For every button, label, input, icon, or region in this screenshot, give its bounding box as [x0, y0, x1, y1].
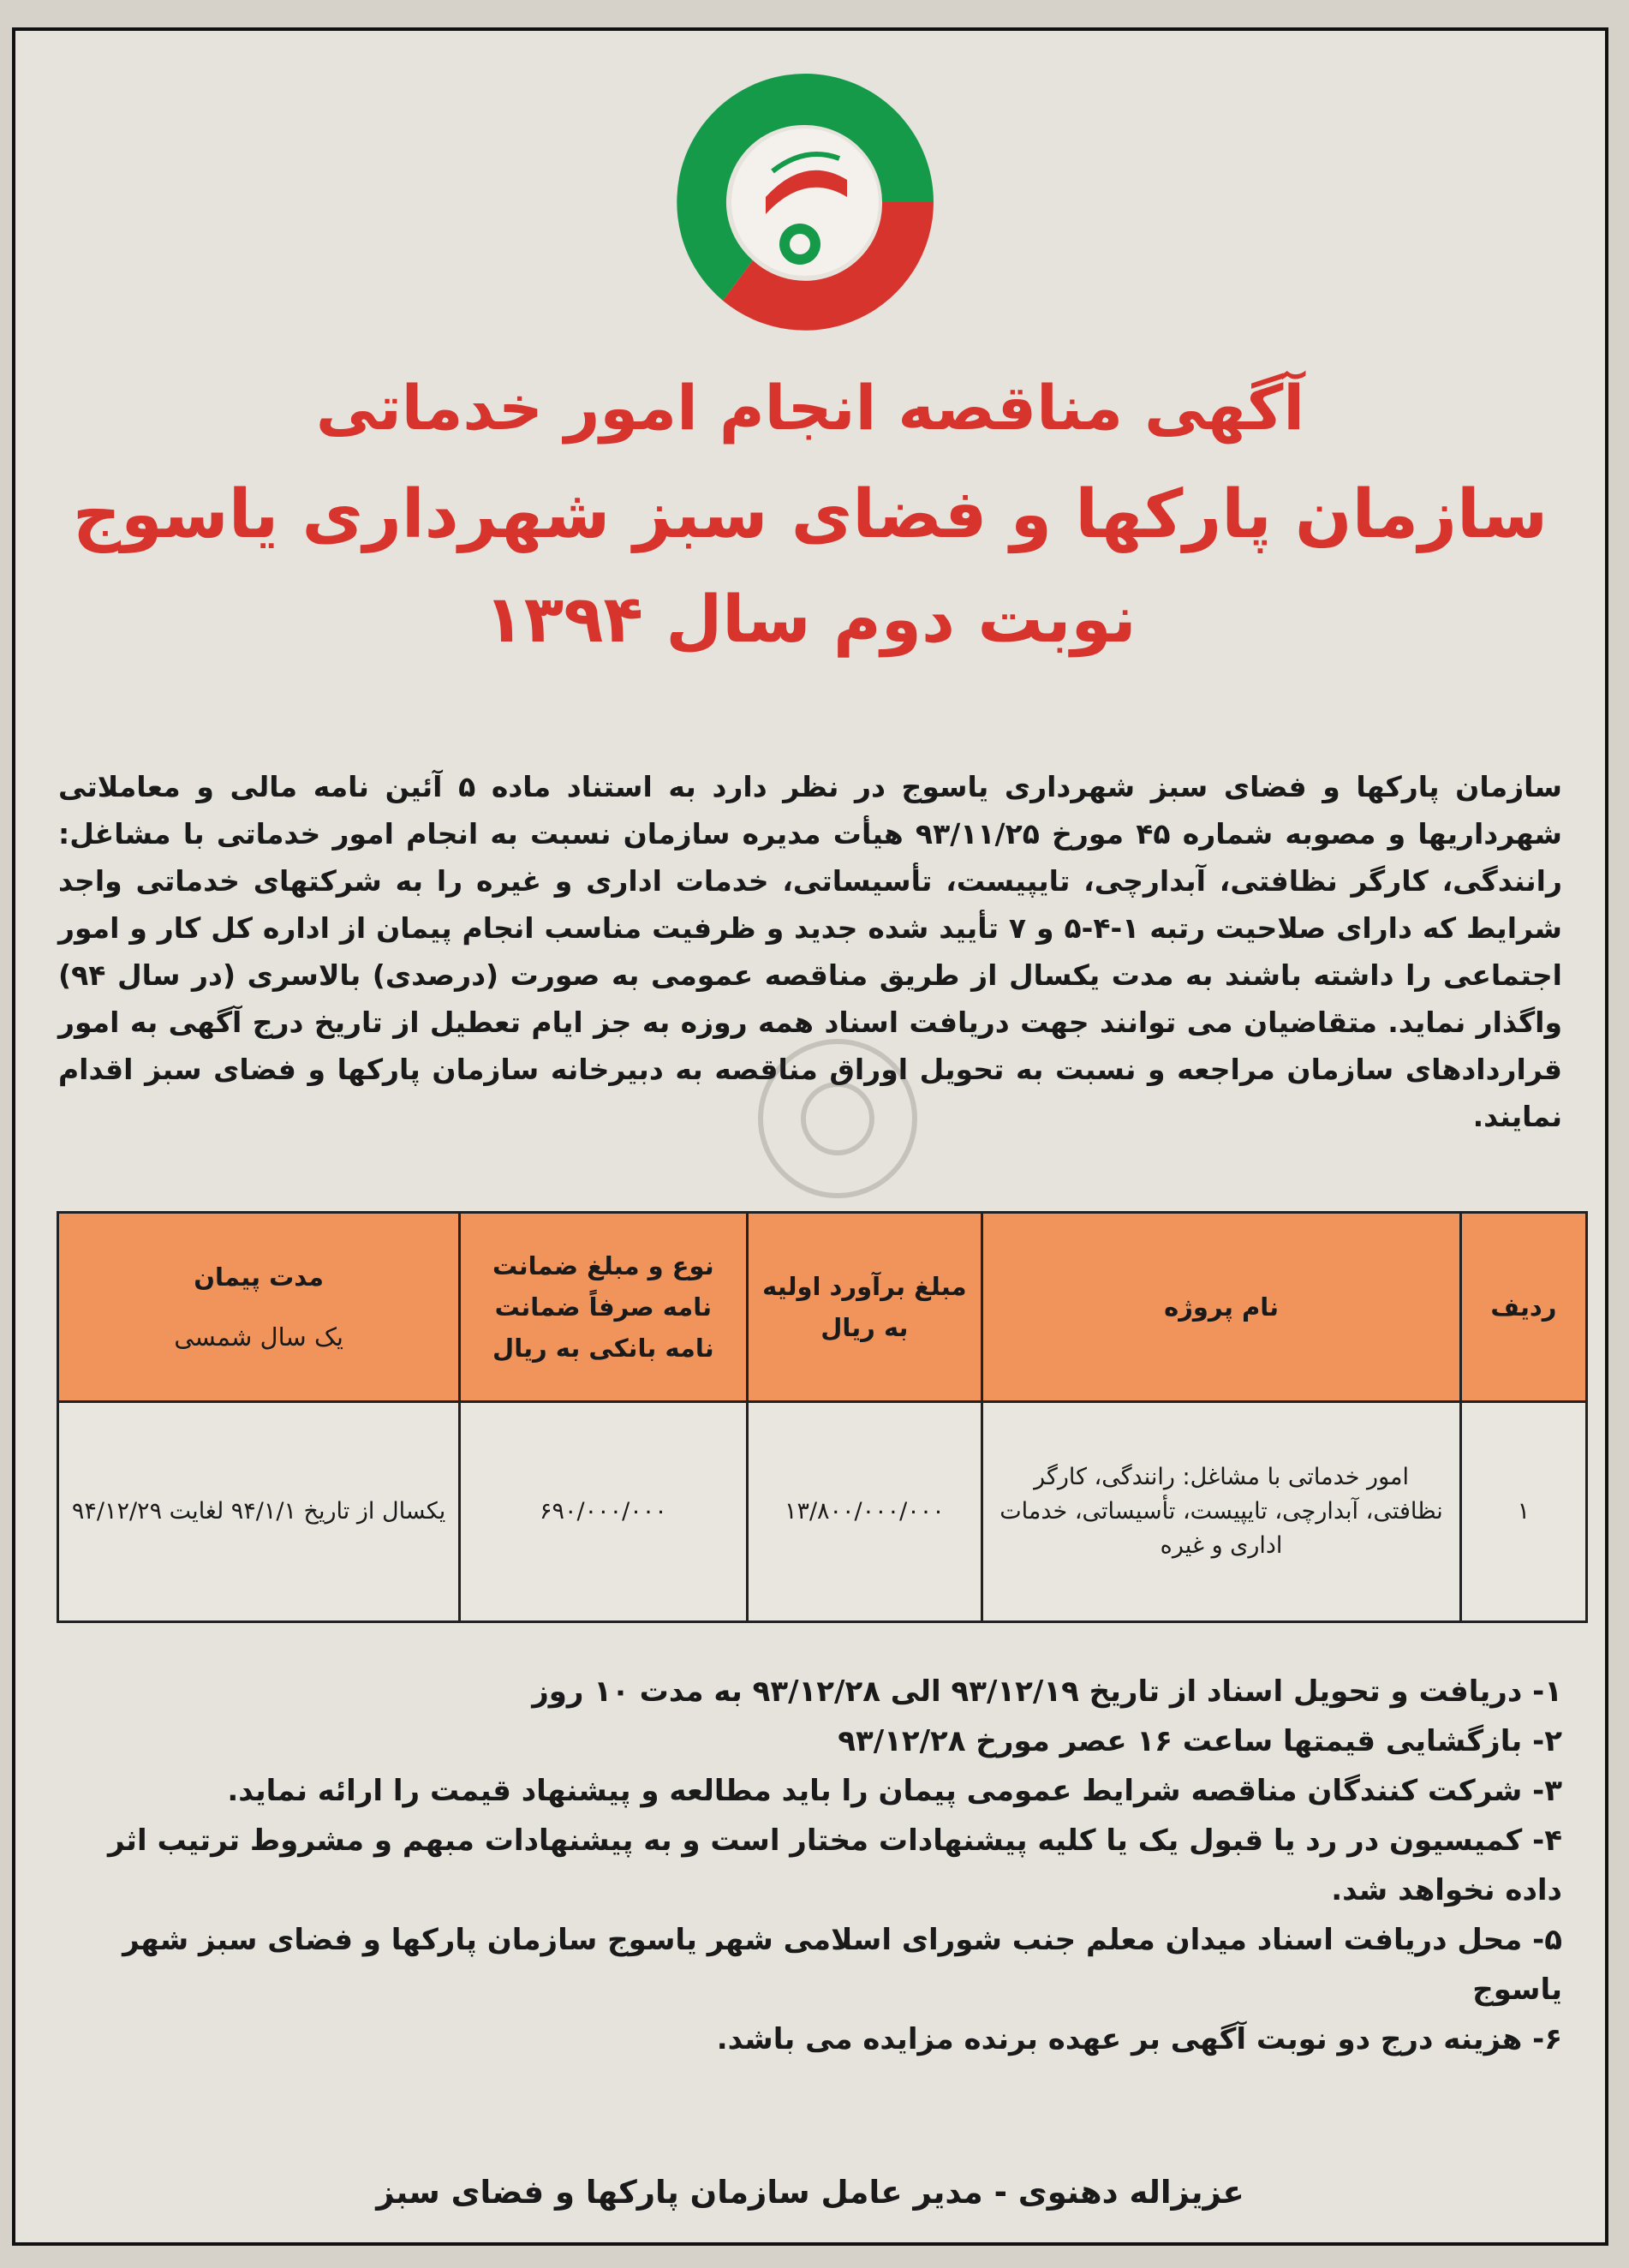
- header-initial-estimate: مبلغ برآورد اولیه به ریال: [747, 1213, 982, 1402]
- signature-line: عزیزاله دهنوی - مدیر عامل سازمان پارکها و فضای سبز: [376, 2174, 1244, 2211]
- table-header-row: [58, 1213, 1587, 1402]
- ad-title: آگهی مناقصه انجام امور خدماتی: [315, 372, 1305, 444]
- conditions-list: [58, 1667, 1562, 2064]
- announcement-body: سازمان پارکها و فضای سبز شهرداری یاسوج در نظر دارد به استناد ماده ۵ آئین نامه مالی و معاملاتی شهرداریها و مصوبه شماره ۴۵ مورخ ۹۳/۱۱/۲۵ هیأت مدیره سازمان نسبت به انجام امور خدماتی با مشاغل: رانندگی، کارگر نظافتی، آبدارچی، تایپیست، تأسیساتی، خدمات اداری و غیره را به شرکتهای خدماتی واجد شرایط که دارای صلاحیت رتبه ۱-۴-۵ و ۷ تأیید شده جدید و ظرفیت مناسب انجام پیمان از اداره کل کار و امور اجتماعی را داشته باشند به مدت یکسال از طریق مناقصه عمومی به صورت (درصدی) بالاسری (در سال ۹۴) واگذار نماید. متقاضیان می توانند جهت دریافت اسناد همه روزه به جز ایام تعطیل از تاریخ درج آگهی به امور قراردادهای سازمان مراجعه و نسبت به تحویل اوراق مناقصه به دبیرخانه سازمان پارکها و فضای سبز اقدام نمایند.: [58, 770, 1562, 1133]
- condition-item: ۳- شرکت کنندگان مناقصه شرایط عمومی پیمان را باید مطالعه و پیشنهاد قیمت را ارائه نماید.: [227, 1774, 1562, 1808]
- round-and-year: نوبت دوم سال ۱۳۹۴: [484, 581, 1137, 657]
- newspaper-ad: [12, 27, 1608, 2246]
- header-duration-label: مدت پیمان: [194, 1262, 324, 1292]
- condition-item: ۶- هزینه درج دو نوبت آگهی بر عهده برنده مزایده می باشد.: [716, 2022, 1562, 2056]
- condition-item: ۱- دریافت و تحویل اسناد از تاریخ ۹۳/۱۲/۱۹ الی ۹۳/۱۲/۲۸ به مدت ۱۰ روز: [532, 1674, 1562, 1709]
- condition-item: ۵- محل دریافت اسناد میدان معلم جنب شورای اسلامی شهر یاسوج سازمان پارکها و فضای سبز شهر یاسوج: [122, 1923, 1562, 2007]
- condition-item: ۴- کمیسیون در رد یا قبول یک یا کلیه پیشنهادات مختار است و به پیشنهادات مبهم و مشروط ترتیب اثر داده نخواهد شد.: [108, 1823, 1562, 1907]
- cell-project-name: امور خدماتی با مشاغل: رانندگی، کارگر نظافتی، آبدارچی، تایپیست، تأسیساتی، خدمات اداری و غیره: [982, 1402, 1461, 1622]
- header-contract-duration: [58, 1213, 460, 1402]
- cell-initial-estimate: ۱۳/۸۰۰/۰۰۰/۰۰۰: [747, 1402, 982, 1622]
- cell-contract-duration: یکسال از تاریخ ۹۴/۱/۱ لغایت ۹۴/۱۲/۲۹: [58, 1402, 460, 1622]
- header-row-number: ردیف: [1460, 1213, 1586, 1402]
- cell-guarantee-amount: ۶۹۰/۰۰۰/۰۰۰: [460, 1402, 747, 1622]
- park-organization-logo: [671, 69, 939, 336]
- cell-row-number: ۱: [1460, 1402, 1586, 1622]
- table-row: [58, 1402, 1587, 1622]
- organization-name: سازمان پارکها و فضای سبز شهرداری یاسوج: [72, 476, 1548, 553]
- tender-table: [57, 1211, 1588, 1623]
- header-duration-sub: یک سال شمسی: [174, 1322, 343, 1352]
- header-project-name: نام پروژه: [982, 1213, 1461, 1402]
- header-guarantee: نوع و مبلغ ضمانت نامه صرفاً ضمانت نامه بانکی به ریال: [460, 1213, 747, 1402]
- condition-item: ۲- بازگشایی قیمتها ساعت ۱۶ عصر مورخ ۹۳/۱۲/۲۸: [838, 1724, 1562, 1758]
